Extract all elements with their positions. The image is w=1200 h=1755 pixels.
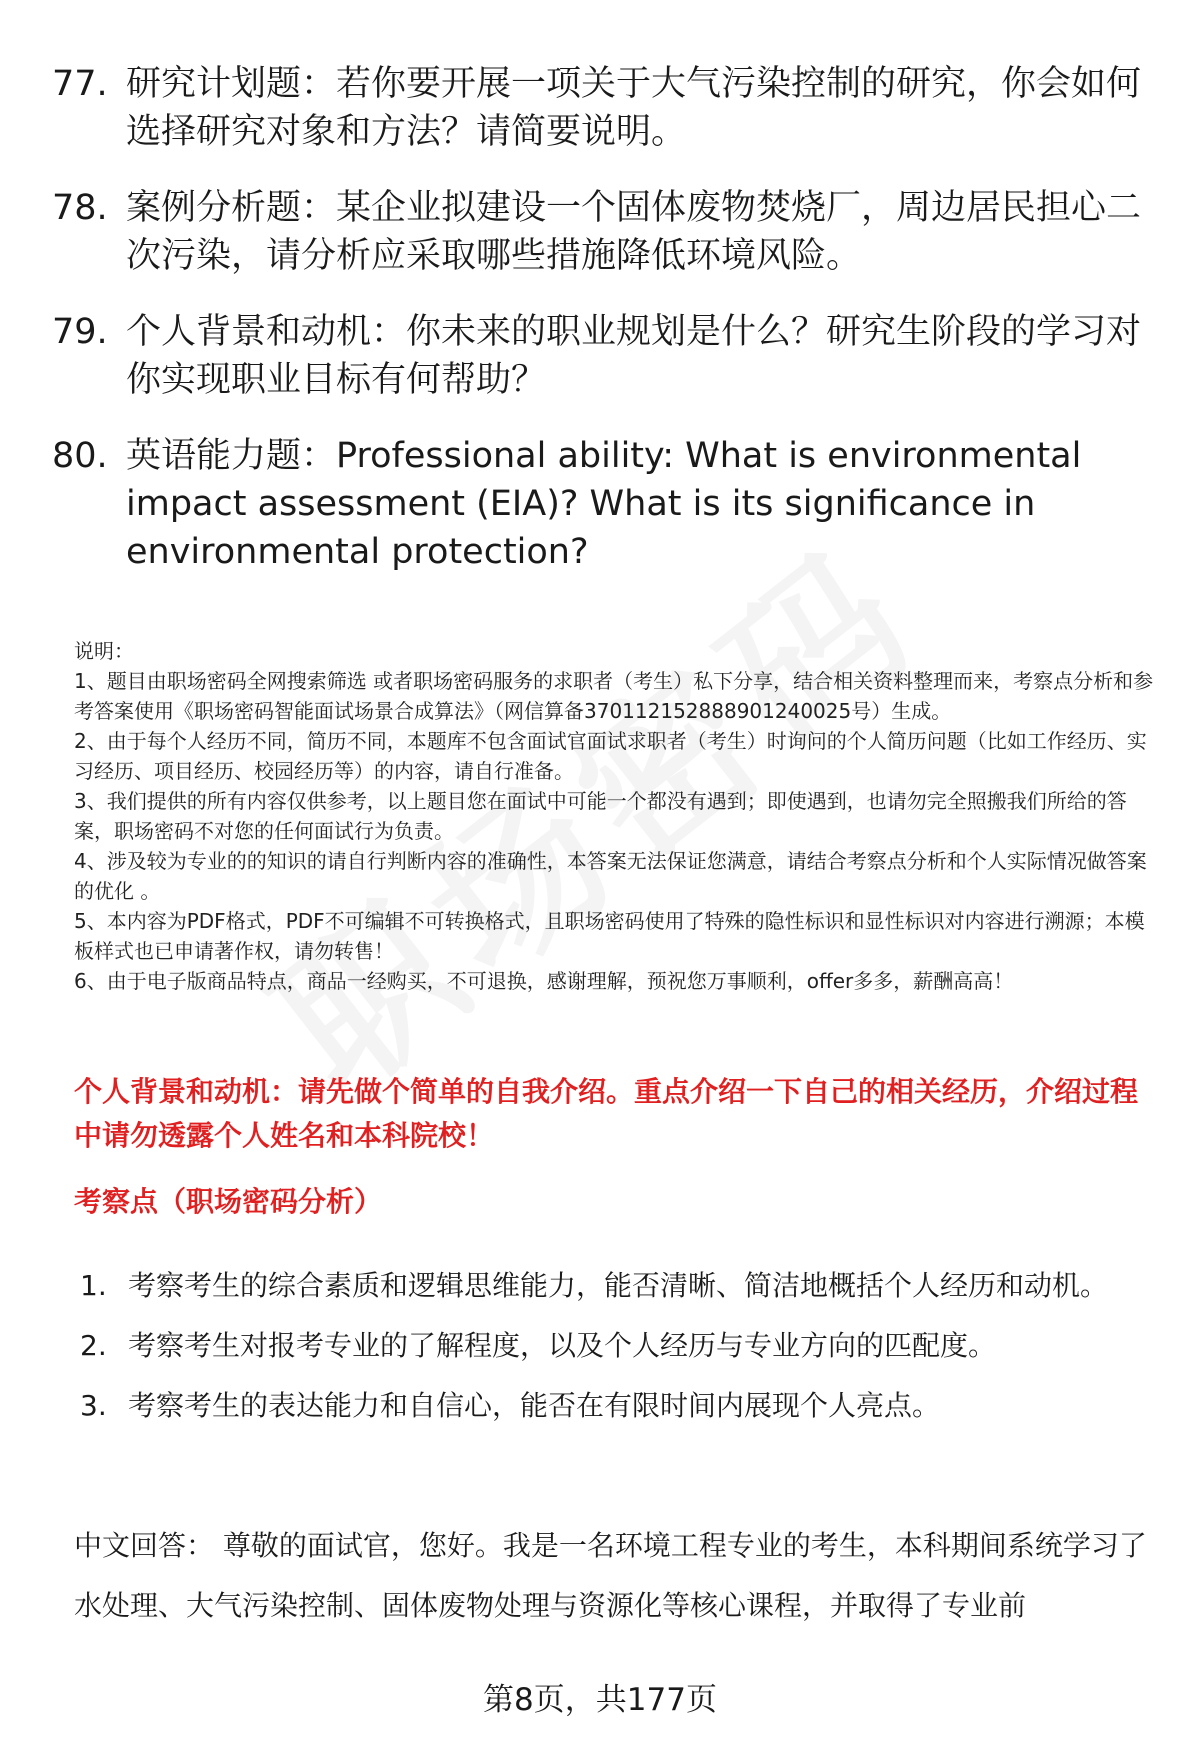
question-item [52,60,1162,156]
question-text: 个人背景和动机：你未来的职业规划是什么？研究生阶段的学习对你实现职业目标有何帮助？ [126,312,1142,400]
point-text: 考察考生的表达能力和自信心，能否在有限时间内展现个人亮点。 [128,1389,941,1422]
analysis-points [80,1256,1160,1436]
note-item: 5、本内容为PDF格式，PDF不可编辑不可转换格式，且职场密码使用了特殊的隐性标识和显性标识对内容进行溯源；本模板样式也已申请著作权，请勿转售！ [74,909,1145,963]
note-item: 3、我们提供的所有内容仅供参考，以上题目您在面试中可能一个都没有遇到；即使遇到，也请勿完全照搬我们所给的答案，职场密码不对您的任何面试行为负责。 [74,789,1127,843]
page-number: 第8页，共177页 [483,1682,717,1718]
notes-title: 说明： [74,639,134,663]
analysis-point [80,1376,1160,1436]
point-number: 1. [80,1269,107,1302]
question-list [52,60,1162,604]
question-number: 79. [52,312,108,352]
interview-question-heading: 个人背景和动机：请先做个简单的自我介绍。重点介绍一下自己的相关经历，介绍过程中请勿透露个人姓名和本科院校！ [74,1075,1139,1152]
note-item: 2、由于每个人经历不同，简历不同，本题库不包含面试官面试求职者（考生）时询问的个人简历问题（比如工作经历、实习经历、项目经历、校园经历等）的内容，请自行准备。 [74,729,1147,783]
notes-section [74,636,1160,996]
question-text: 研究计划题：若你要开展一项关于大气污染控制的研究，你会如何选择研究对象和方法？请简要说明。 [126,64,1142,152]
analysis-point [80,1256,1160,1316]
note-item: 1、题目由职场密码全网搜索筛选 或者职场密码服务的求职者（考生）私下分享，结合相关资料整理而来，考察点分析和参考答案使用《职场密码智能面试场景合成算法》（网信算备370112152888901240025号）生成。 [74,669,1154,723]
chinese-answer: 中文回答： 尊敬的面试官，您好。我是一名环境工程专业的考生，本科期间系统学习了水处理、大气污染控制、固体废物处理与资源化等核心课程，并取得了专业前 [74,1529,1147,1622]
question-item [52,432,1162,576]
question-number: 80. [52,436,108,476]
question-number: 77. [52,64,108,104]
note-item: 6、由于电子版商品特点，商品一经购买，不可退换，感谢理解，预祝您万事顺利，offer多多，薪酬高高！ [74,969,1014,993]
question-text: 英语能力题：Professional ability: What is environmental impact assessment (EIA)? What is its significance in environmental protection? [126,436,1082,572]
question-item [52,184,1162,280]
point-text: 考察考生对报考专业的了解程度，以及个人经历与专业方向的匹配度。 [128,1329,997,1362]
question-text: 案例分析题：某企业拟建设一个固体废物焚烧厂，周边居民担心二次污染，请分析应采取哪些措施降低环境风险。 [126,188,1142,276]
analysis-point [80,1316,1160,1376]
question-number: 78. [52,188,108,228]
note-item: 4、涉及较为专业的的知识的请自行判断内容的准确性，本答案无法保证您满意，请结合考察点分析和个人实际情况做答案的优化 。 [74,849,1147,903]
point-text: 考察考生的综合素质和逻辑思维能力，能否清晰、简洁地概括个人经历和动机。 [128,1269,1109,1302]
question-item [52,308,1162,404]
analysis-heading: 考察点（职场密码分析） [74,1185,383,1218]
point-number: 3. [80,1389,107,1422]
point-number: 2. [80,1329,107,1362]
